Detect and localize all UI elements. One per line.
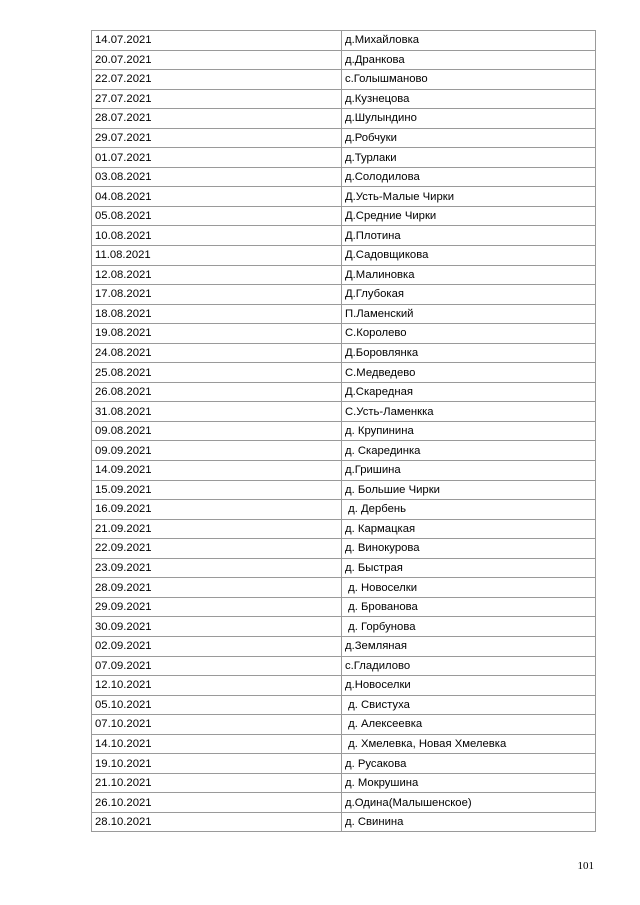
table-row	[92, 285, 596, 305]
table-row	[92, 715, 596, 735]
date-cell: 19.08.2021	[92, 324, 342, 344]
date-cell: 07.10.2021	[92, 715, 342, 735]
locality-cell: д. Кармацкая	[342, 519, 596, 539]
locality-cell: д.Одина(Малышенское)	[342, 793, 596, 813]
locality-cell: д. Русакова	[342, 754, 596, 774]
table-row	[92, 109, 596, 129]
date-cell: 25.08.2021	[92, 363, 342, 383]
date-cell: 15.09.2021	[92, 480, 342, 500]
date-cell: 09.08.2021	[92, 421, 342, 441]
date-cell: 12.10.2021	[92, 676, 342, 696]
locality-cell: д. Алексеевка	[342, 715, 596, 735]
locality-cell: С.Усть-Ламенкка	[342, 402, 596, 422]
date-cell: 29.07.2021	[92, 128, 342, 148]
date-cell: 02.09.2021	[92, 636, 342, 656]
locality-cell: Д.Садовщикова	[342, 246, 596, 266]
locality-cell: д. Брованова	[342, 597, 596, 617]
table-row	[92, 187, 596, 207]
locality-cell: Д.Малиновка	[342, 265, 596, 285]
date-cell: 28.09.2021	[92, 578, 342, 598]
date-cell: 14.09.2021	[92, 461, 342, 481]
table-row	[92, 226, 596, 246]
locality-cell: д. Дербень	[342, 500, 596, 520]
locality-cell: Д.Плотина	[342, 226, 596, 246]
date-cell: 09.09.2021	[92, 441, 342, 461]
date-cell: 10.08.2021	[92, 226, 342, 246]
table-body	[92, 31, 596, 832]
locality-cell: с.Гладилово	[342, 656, 596, 676]
date-cell: 07.09.2021	[92, 656, 342, 676]
table-row	[92, 734, 596, 754]
table-row	[92, 519, 596, 539]
locality-cell: д. Свистуха	[342, 695, 596, 715]
table-row	[92, 500, 596, 520]
date-cell: 31.08.2021	[92, 402, 342, 422]
date-cell: 03.08.2021	[92, 167, 342, 187]
date-cell: 22.07.2021	[92, 70, 342, 90]
locality-cell: д. Свинина	[342, 812, 596, 832]
locality-cell: д. Быстрая	[342, 558, 596, 578]
table-row	[92, 676, 596, 696]
table-row	[92, 421, 596, 441]
table-row	[92, 89, 596, 109]
locality-cell: д.Кузнецова	[342, 89, 596, 109]
locality-cell: С.Королево	[342, 324, 596, 344]
date-cell: 19.10.2021	[92, 754, 342, 774]
locality-cell: д.Робчуки	[342, 128, 596, 148]
locality-cell: д.Михайловка	[342, 31, 596, 51]
locality-cell: д. Крупинина	[342, 421, 596, 441]
table-row	[92, 324, 596, 344]
table-row	[92, 148, 596, 168]
table-row	[92, 793, 596, 813]
date-cell: 01.07.2021	[92, 148, 342, 168]
locality-cell: С.Медведево	[342, 363, 596, 383]
date-cell: 11.08.2021	[92, 246, 342, 266]
date-cell: 26.08.2021	[92, 382, 342, 402]
date-cell: 26.10.2021	[92, 793, 342, 813]
table-row	[92, 402, 596, 422]
date-cell: 14.07.2021	[92, 31, 342, 51]
date-cell: 12.08.2021	[92, 265, 342, 285]
date-cell: 20.07.2021	[92, 50, 342, 70]
page-number: 101	[577, 860, 594, 872]
table-row	[92, 480, 596, 500]
locality-cell: д.Земляная	[342, 636, 596, 656]
date-cell: 17.08.2021	[92, 285, 342, 305]
table-row	[92, 167, 596, 187]
table-row	[92, 50, 596, 70]
table-row	[92, 773, 596, 793]
date-cell: 27.07.2021	[92, 89, 342, 109]
date-cell: 21.09.2021	[92, 519, 342, 539]
locality-cell: д.Турлаки	[342, 148, 596, 168]
table-row	[92, 636, 596, 656]
table-row	[92, 128, 596, 148]
table-row	[92, 812, 596, 832]
table-row	[92, 363, 596, 383]
locality-cell: д. Хмелевка, Новая Хмелевка	[342, 734, 596, 754]
locality-cell: Д.Усть-Малые Чирки	[342, 187, 596, 207]
table-row	[92, 597, 596, 617]
locality-cell: д. Винокурова	[342, 539, 596, 559]
schedule-table	[91, 30, 596, 832]
locality-cell: д.Солодилова	[342, 167, 596, 187]
locality-cell: Д.Средние Чирки	[342, 206, 596, 226]
locality-cell: П.Ламенский	[342, 304, 596, 324]
date-cell: 23.09.2021	[92, 558, 342, 578]
date-cell: 30.09.2021	[92, 617, 342, 637]
table-row	[92, 754, 596, 774]
table-row	[92, 70, 596, 90]
locality-cell: д. Скарединка	[342, 441, 596, 461]
table-row	[92, 265, 596, 285]
table-row	[92, 31, 596, 51]
date-cell: 05.10.2021	[92, 695, 342, 715]
date-cell: 21.10.2021	[92, 773, 342, 793]
locality-cell: д.Новоселки	[342, 676, 596, 696]
table-row	[92, 578, 596, 598]
locality-cell: Д.Глубокая	[342, 285, 596, 305]
date-cell: 29.09.2021	[92, 597, 342, 617]
table-row	[92, 656, 596, 676]
date-cell: 28.07.2021	[92, 109, 342, 129]
table-row	[92, 206, 596, 226]
locality-cell: д. Горбунова	[342, 617, 596, 637]
table-row	[92, 441, 596, 461]
locality-cell: Д.Скаредная	[342, 382, 596, 402]
date-cell: 05.08.2021	[92, 206, 342, 226]
date-cell: 18.08.2021	[92, 304, 342, 324]
table-row	[92, 539, 596, 559]
table-row	[92, 246, 596, 266]
locality-cell: с.Голышманово	[342, 70, 596, 90]
date-cell: 14.10.2021	[92, 734, 342, 754]
table-row	[92, 382, 596, 402]
locality-cell: д.Шулындино	[342, 109, 596, 129]
table-row	[92, 617, 596, 637]
date-cell: 22.09.2021	[92, 539, 342, 559]
table-row	[92, 558, 596, 578]
table-row	[92, 343, 596, 363]
locality-cell: Д.Боровлянка	[342, 343, 596, 363]
date-cell: 16.09.2021	[92, 500, 342, 520]
date-cell: 24.08.2021	[92, 343, 342, 363]
locality-cell: д.Дранкова	[342, 50, 596, 70]
date-cell: 28.10.2021	[92, 812, 342, 832]
locality-cell: д.Гришина	[342, 461, 596, 481]
table-row	[92, 304, 596, 324]
locality-cell: д. Мокрушина	[342, 773, 596, 793]
table-row	[92, 461, 596, 481]
locality-cell: д. Новоселки	[342, 578, 596, 598]
date-cell: 04.08.2021	[92, 187, 342, 207]
locality-cell: д. Большие Чирки	[342, 480, 596, 500]
table-row	[92, 695, 596, 715]
